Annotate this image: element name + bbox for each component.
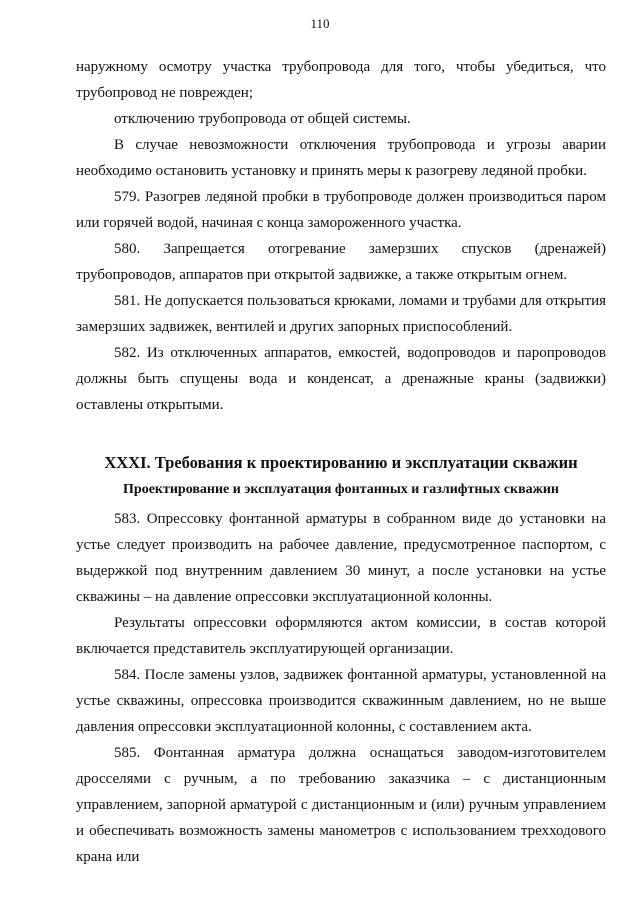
paragraph: 582. Из отключенных аппаратов, емкостей, водопроводов и паропроводов должны быть спущены вода и конденсат, а дренажные краны (задвижки) оставлены открытыми. — [76, 345, 606, 413]
paragraph: 584. После замены узлов, задвижек фонтанной арматуры, установленной на устье скважины, опрессовка производится скважинным давлением, но не выше давления опрессовки эксплуатационной колонны, с составлением акта. — [76, 667, 606, 735]
paragraph: 585. Фонтанная арматура должна оснащаться заводом-изготовителем дросселями с ручным, а по требованию заказчика – с дистанционным управлением, запорной арматурой с дистанционным и (или) ручным управлением и обеспечивать возможность замены манометров с использованием трехходового крана или — [76, 745, 606, 865]
paragraph: 581. Не допускается пользоваться крюками, ломами и трубами для открытия замерзших задвижек, вентилей и других запорных приспособлений. — [76, 293, 606, 335]
paragraph: наружному осмотру участка трубопровода для того, чтобы убедиться, что трубопровод не поврежден; — [76, 59, 606, 101]
paragraph: В случае невозможности отключения трубопровода и угрозы аварии необходимо остановить установку и принять меры к разогреву ледяной пробки. — [76, 137, 606, 179]
paragraph: Результаты опрессовки оформляются актом комиссии, в состав которой включается представитель эксплуатирующей организации. — [76, 615, 606, 657]
paragraph: 579. Разогрев ледяной пробки в трубопроводе должен производиться паром или горячей водой, начиная с конца замороженного участка. — [76, 189, 606, 231]
page-number: 110 — [310, 16, 330, 31]
paragraph: отключению трубопровода от общей системы. — [114, 111, 411, 127]
section-title: XXXI. Требования к проектированию и эксплуатации скважин — [104, 453, 578, 472]
paragraph: 583. Опрессовку фонтанной арматуры в собранном виде до установки на устье следует производить на рабочее давление, предусмотренное паспортом, с выдержкой под внутренним давлением 30 минут, а после установки на устье скважины – на давление опрессовки эксплуатационной колонны. — [76, 511, 606, 605]
document-body — [76, 54, 606, 870]
subsection-title: Проектирование и эксплуатация фонтанных и газлифтных скважин — [123, 482, 559, 497]
paragraph: 580. Запрещается отогревание замерзших спусков (дренажей) трубопроводов, аппаратов при открытой задвижке, а также открытым огнем. — [76, 241, 606, 283]
